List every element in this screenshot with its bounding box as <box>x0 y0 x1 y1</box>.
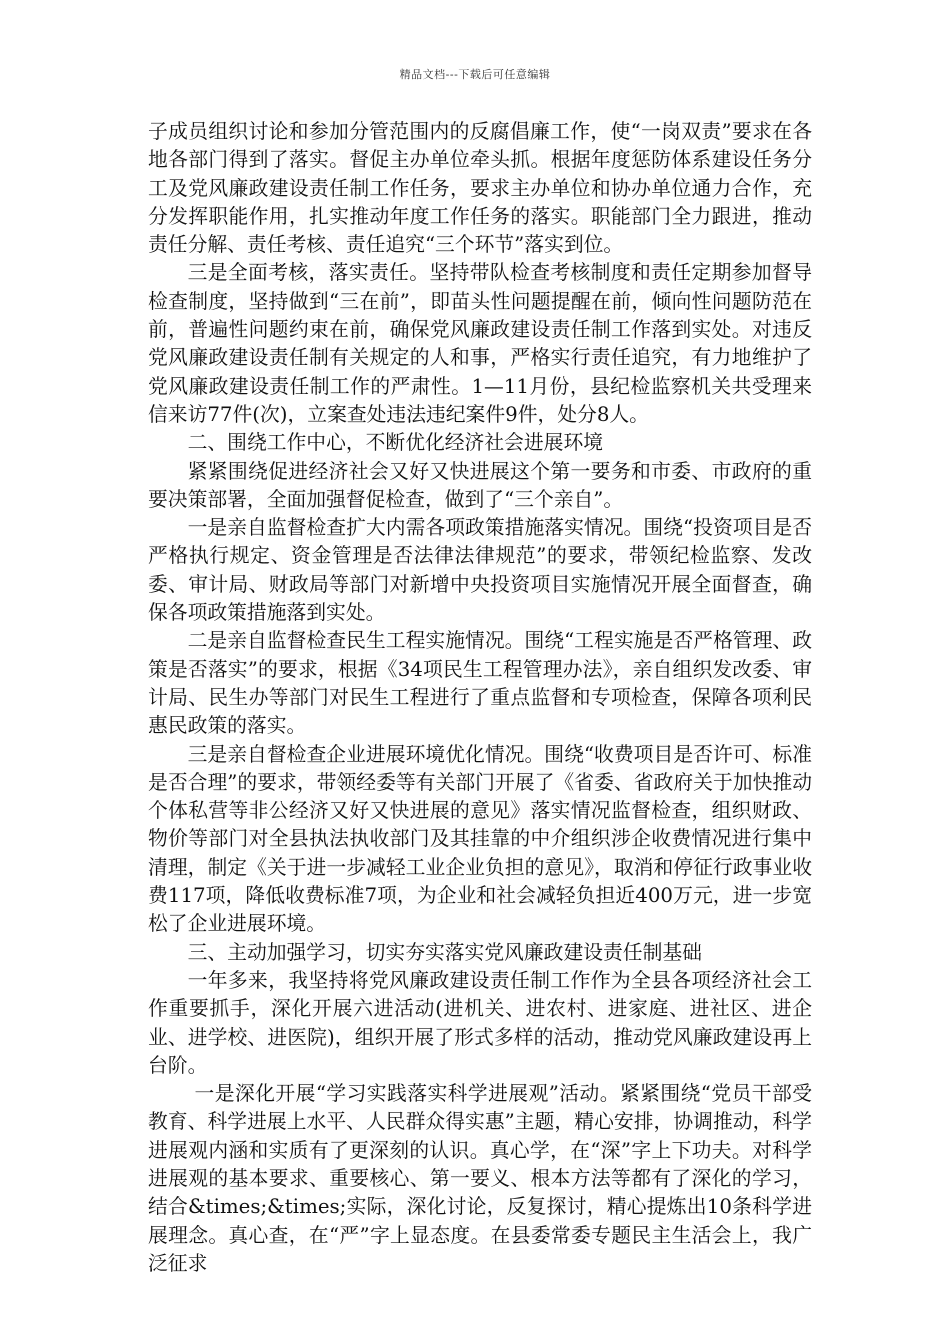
paragraph-three-personally: 紧紧围绕促进经济社会又好又快进展这个第一要务和市委、市政府的重要决策部署，全面加强督促检查，做到了“三个亲自”。 <box>148 459 812 511</box>
section-heading-two: 二、围绕工作中心，不断优化经济社会进展环境 <box>187 431 604 455</box>
paragraph-scientific-development: 一是深化开展“学习实践落实科学进展观”活动。紧紧围绕“党员干部受教育、科学进展上水平、人民群众得实惠”主题，精心安排，协调推动，科学进展观内涵和实质有了更深刻的认识。真心学，在“深”字上下功夫。对科学进展观的基本要求、重要核心、第一要义、根本方法等都有了深化的学习，结合&times;&times;实际，深化讨论，反复探讨，精心提炼出10条科学进展理念。真心查，在“严”字上显态度。在县委常委专题民主生活会上，我广泛征求 <box>148 1082 812 1275</box>
paragraph-continuation: 子成员组织讨论和参加分管范围内的反腐倡廉工作，使“一岗双责”要求在各地各部门得到了落实。督促主办单位牵头抓。根据年度惩防体系建设任务分工及党风廉政建设责任制工作任务，要求主办单位和协办单位通力合作，充分发挥职能作用，扎实推动年度工作任务的落实。职能部门全力跟进，推动责任分解、责任考核、责任追究“三个环节”落实到位。 <box>148 120 812 257</box>
paragraph-six-into-activities: 一年多来，我坚持将党风廉政建设责任制工作作为全县各项经济社会工作重要抓手，深化开展六进活动(进机关、进农村、进家庭、进社区、进企业、进学校、进医院)，组织开展了形式多样的活动，推动党风廉政建设再上台阶。 <box>148 968 812 1077</box>
document-body <box>148 118 812 1278</box>
paragraph-comprehensive-assessment: 三是全面考核，落实责任。坚持带队检查考核制度和责任定期参加督导检查制度，坚持做到“三在前”，即苗头性问题提醒在前，倾向性问题防范在前，普遍性问题约束在前，确保党风廉政建设责任制工作落到实处。对违反党风廉政建设责任制有关规定的人和事，严格实行责任追究，有力地维护了党风廉政建设责任制工作的严肃性。1—11月份，县纪检监察机关共受理来信来访77件(次)，立案查处违法违纪案件9件，处分8人。 <box>148 261 812 426</box>
paragraph-domestic-demand: 一是亲自监督检查扩大内需各项政策措施落实情况。围绕“投资项目是否严格执行规定、资金管理是否法律法律规范”的要求，带领纪检监察、发改委、审计局、财政局等部门对新增中央投资项目实施情况开展全面督查，确保各项政策措施落到实处。 <box>148 516 812 625</box>
paragraph-livelihood-projects: 二是亲自监督检查民生工程实施情况。围绕“工程实施是否严格管理、政策是否落实”的要求，根据《34项民生工程管理办法》，亲自组织发改委、审计局、民生办等部门对民生工程进行了重点监督和专项检查，保障各项利民惠民政策的落实。 <box>148 629 812 738</box>
paragraph-business-environment: 三是亲自督检查企业进展环境优化情况。围绕“收费项目是否许可、标准是否合理”的要求，带领经委等有关部门开展了《省委、省政府关于加快推动个体私营等非公经济又好又快进展的意见》落实情况监督检查，组织财政、物价等部门对全县执法执收部门及其挂靠的中介组织涉企收费情况进行集中清理，制定《关于进一步减轻工业企业负担的意见》，取消和停征行政事业收费117项，降低收费标准7项，为企业和社会减轻负担近400万元，进一步宽松了企业进展环境。 <box>148 742 812 936</box>
section-heading-three: 三、主动加强学习，切实夯实落实党风廉政建设责任制基础 <box>187 940 702 964</box>
page-header: 精品文档---下载后可任意编辑 <box>399 68 551 81</box>
